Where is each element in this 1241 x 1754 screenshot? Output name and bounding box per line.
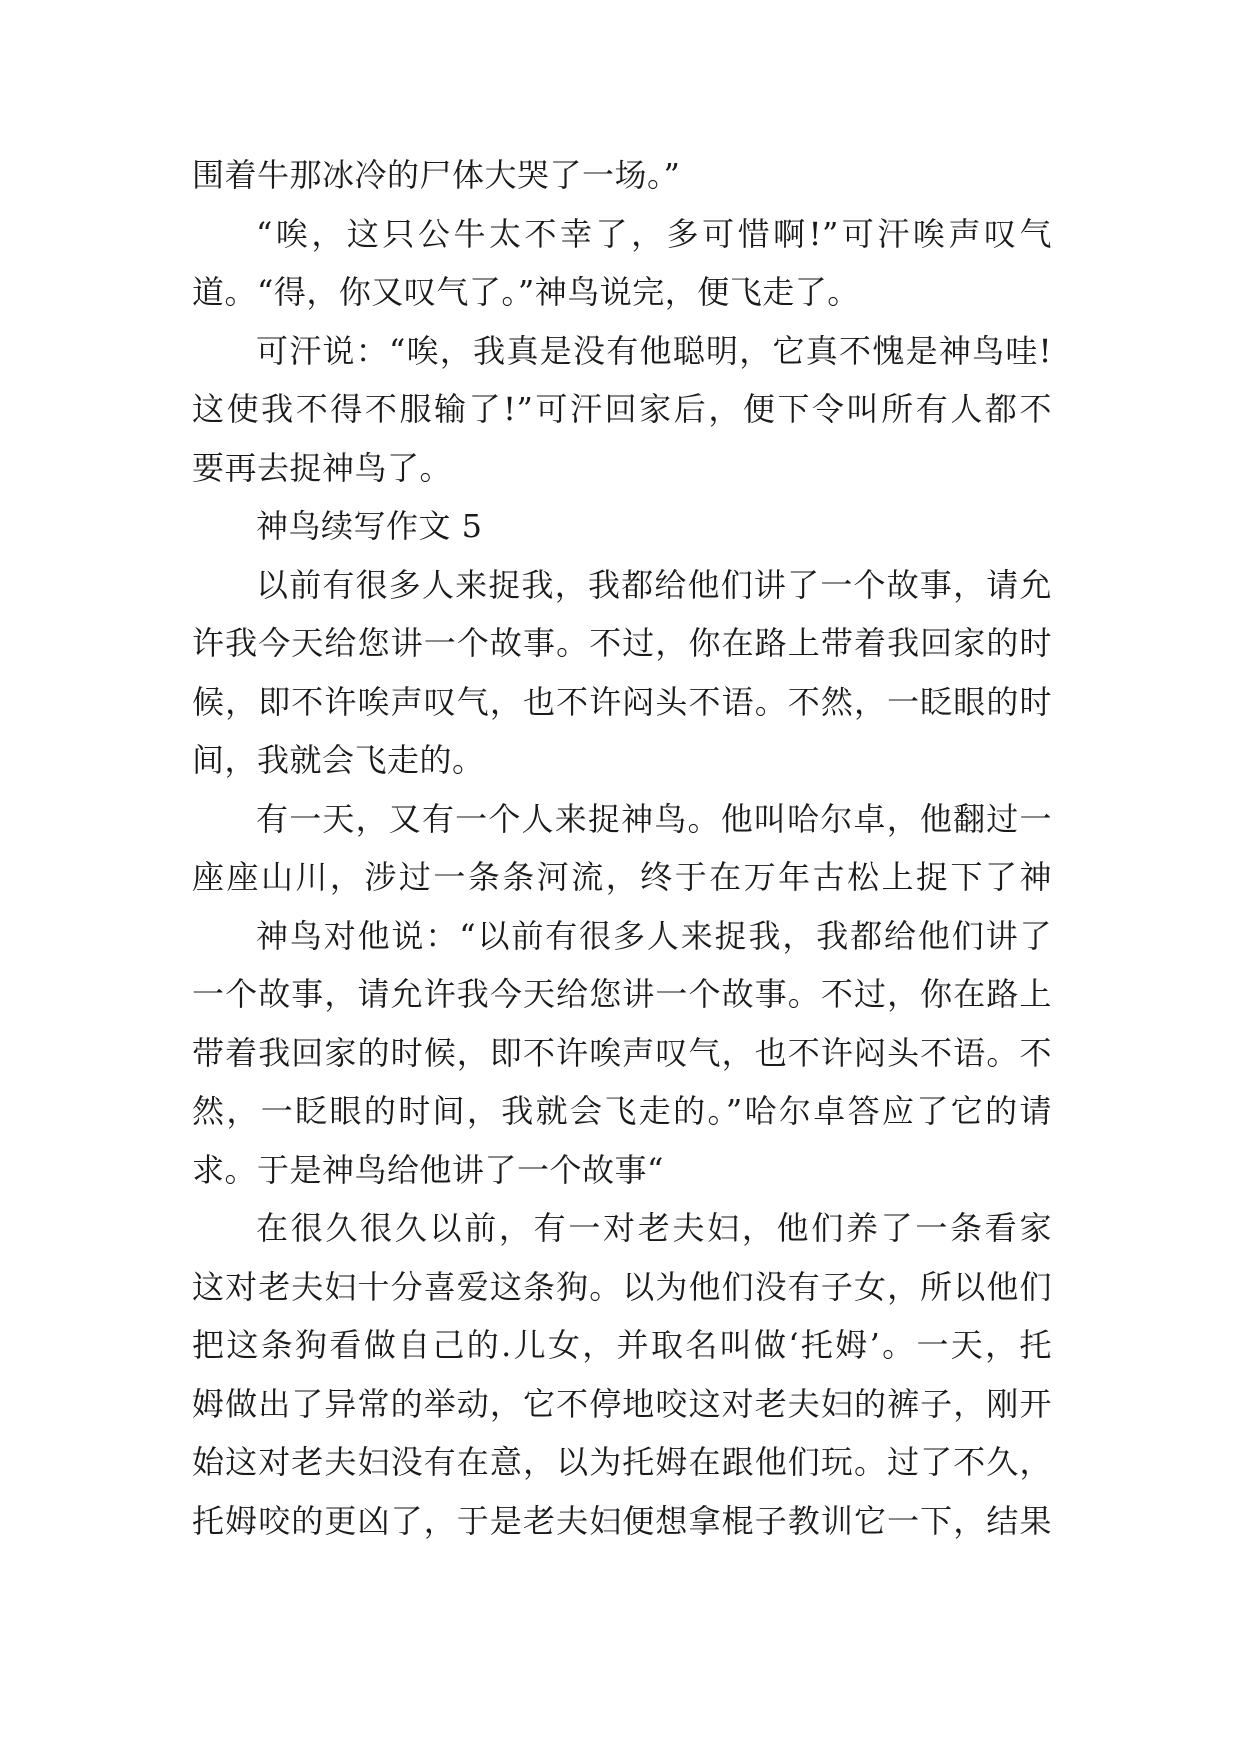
text-line: 一个故事，请允许我今天给您讲一个故事。不过，你在路上 — [192, 975, 1052, 1013]
paragraph-start-line: “唉，这只公牛太不幸了，多可惜啊!”可汗唉声叹气 — [256, 214, 1052, 253]
paragraph-start-line: 神鸟对他说：“以前有很多人来捉我，我都给他们讲了 — [256, 916, 1052, 955]
text-line: 许我今天给您讲一个故事。不过，你在路上带着我回家的时 — [192, 624, 1052, 662]
text-line: 把这条狗看做自己的.儿女，并取名叫做‘托姆’。一天，托 — [192, 1326, 1052, 1364]
section-heading: 神鸟续写作文 5 — [256, 507, 483, 545]
text-line: 这对老夫妇十分喜爱这条狗。以为他们没有子女，所以他们 — [192, 1267, 1052, 1306]
text-line: 这使我不得不服输了!”可汗回家后，便下令叫所有人都不 — [192, 390, 1052, 428]
text-line: 始这对老夫妇没有在意，以为托姆在跟他们玩。过了不久， — [192, 1443, 1052, 1481]
text-line: 座座山川，涉过一条条河流，终于在万年古松上捉下了神 — [192, 858, 1052, 896]
text-line: 候，即不许唉声叹气，也不许闷头不语。不然，一眨眼的时 — [192, 682, 1052, 721]
text-line: 求。于是神鸟给他讲了一个故事“ — [192, 1150, 664, 1189]
document-body — [192, 146, 1052, 1550]
paragraph-start-line: 在很久很久以前，有一对老夫妇，他们养了一条看家 — [256, 1209, 1052, 1247]
text-line: 姆做出了异常的举动，它不停地咬这对老夫妇的裤子，刚开 — [192, 1384, 1052, 1423]
text-line: 间，我就会飞走的。 — [192, 741, 485, 779]
paragraph-start-line: 以前有很多人来捉我，我都给他们讲了一个故事，请允 — [256, 565, 1052, 604]
text-line: 要再去捉神鸟了。 — [192, 448, 453, 487]
text-line: 道。“得，你又叹气了。”神鸟说完，便飞走了。 — [192, 273, 860, 311]
text-line: 然，一眨眼的时间，我就会飞走的。”哈尔卓答应了它的请 — [192, 1092, 1052, 1130]
paragraph-start-line: 可汗说：“唉，我真是没有他聪明，它真不愧是神鸟哇! — [256, 331, 1052, 370]
text-line: 带着我回家的时候，即不许唉声叹气，也不许闷头不语。不 — [192, 1033, 1052, 1072]
text-line: 托姆咬的更凶了，于是老夫妇便想拿棍子教训它一下，结果 — [192, 1501, 1052, 1540]
text-line: 围着牛那冰冷的尸体大哭了一场。” — [192, 156, 681, 194]
paragraph-start-line: 有一天，又有一个人来捉神鸟。他叫哈尔卓，他翻过一 — [256, 799, 1052, 838]
